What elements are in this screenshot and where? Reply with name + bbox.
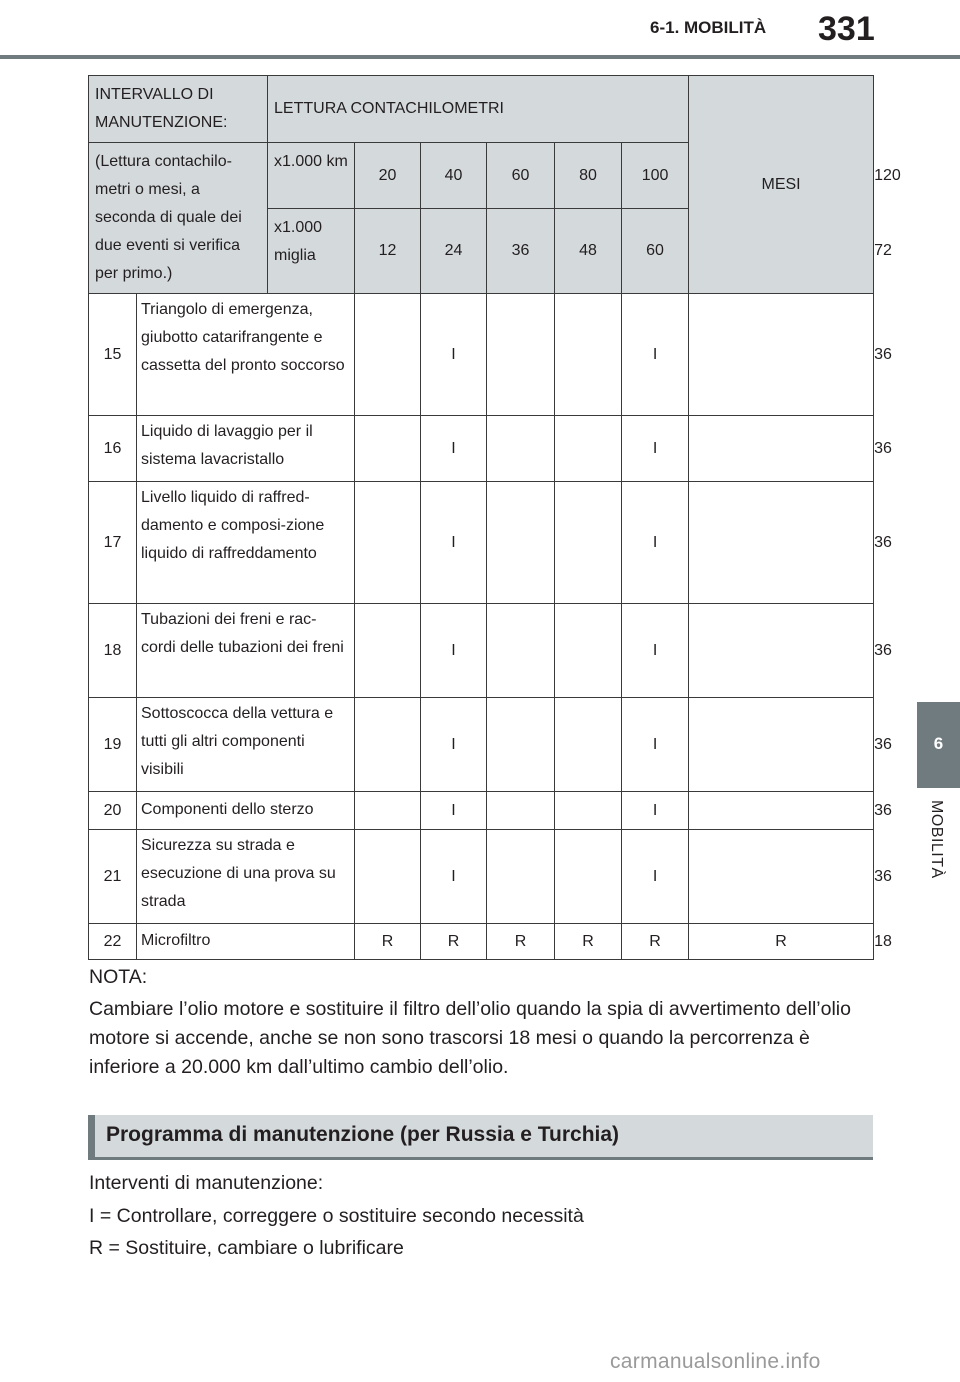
row-item: Sottoscocca della vettura e tutti gli altri componenti visibili bbox=[137, 698, 355, 792]
miles-value: 60 bbox=[622, 209, 689, 294]
miles-unit: x1.000 miglia bbox=[268, 209, 355, 294]
section-header: 6-1. MOBILITÀ bbox=[650, 18, 767, 37]
section-title: Programma di manutenzione (per Russia e Turchia) bbox=[106, 1123, 620, 1146]
row-cell bbox=[689, 416, 874, 482]
row-cell: I bbox=[421, 482, 487, 604]
km-value: 100 bbox=[622, 143, 689, 209]
row-cell: R bbox=[355, 924, 421, 960]
row-cell: I bbox=[622, 416, 689, 482]
table-row: 19 Sottoscocca della vettura e tutti gli altri componenti visibili I I 36 bbox=[89, 698, 874, 792]
row-number: 20 bbox=[89, 792, 137, 830]
row-cell: I bbox=[421, 294, 487, 416]
row-cell: I bbox=[622, 830, 689, 924]
row-cell bbox=[487, 604, 555, 698]
interval-label: INTERVALLO DI MANUTENZIONE: bbox=[89, 76, 268, 143]
watermark[interactable]: carmanualsonline.info bbox=[610, 1350, 821, 1373]
row-cell: I bbox=[421, 604, 487, 698]
row-item: Microfiltro bbox=[137, 924, 355, 960]
row-cell bbox=[355, 294, 421, 416]
row-cell bbox=[355, 698, 421, 792]
miles-value: 24 bbox=[421, 209, 487, 294]
row-cell bbox=[355, 830, 421, 924]
row-item: Triangolo di emergenza, giubotto catarifrangente e cassetta del pronto soccorso bbox=[137, 294, 355, 416]
row-cell: R bbox=[487, 924, 555, 960]
row-cell: R bbox=[689, 924, 874, 960]
row-cell bbox=[555, 698, 622, 792]
table-row: 15 Triangolo di emergenza, giubotto catarifrangente e cassetta del pronto soccorso I I 36 bbox=[89, 294, 874, 416]
km-value: 20 bbox=[355, 143, 421, 209]
row-cell: I bbox=[622, 294, 689, 416]
miles-value: 12 bbox=[355, 209, 421, 294]
note-text: Cambiare l’olio motore e sostituire il filtro dell’olio quando la spia di avvertimento dell’olio motore si accende, anche se non sono trascorsi 18 mesi o quando la percorrenza è inferiore a 20.000 km dall’ultimo cambio dell’olio. bbox=[89, 998, 851, 1078]
row-cell bbox=[689, 604, 874, 698]
row-cell bbox=[355, 416, 421, 482]
row-cell bbox=[555, 830, 622, 924]
months-header: MESI bbox=[689, 76, 874, 294]
row-number: 17 bbox=[89, 482, 137, 604]
row-cell: I bbox=[622, 792, 689, 830]
row-cell bbox=[555, 792, 622, 830]
row-number: 15 bbox=[89, 294, 137, 416]
table-row: 20 Componenti dello sterzo I I 36 bbox=[89, 792, 874, 830]
table-row: 17 Livello liquido di raffred-damento e composi-zione liquido di raffreddamento I I 36 bbox=[89, 482, 874, 604]
row-cell: I bbox=[421, 830, 487, 924]
row-cell bbox=[689, 830, 874, 924]
row-item: Livello liquido di raffred-damento e composi-zione liquido di raffreddamento bbox=[137, 482, 355, 604]
page-number: 331 bbox=[818, 10, 875, 48]
row-cell bbox=[355, 604, 421, 698]
row-cell bbox=[487, 792, 555, 830]
row-cell bbox=[355, 792, 421, 830]
table-row: 22 Microfiltro R R R R R R 18 bbox=[89, 924, 874, 960]
row-cell bbox=[487, 416, 555, 482]
row-cell bbox=[487, 830, 555, 924]
miles-value: 48 bbox=[555, 209, 622, 294]
km-unit: x1.000 km bbox=[268, 143, 355, 209]
maintenance-table: INTERVALLO DI MANUTENZIONE: LETTURA CONTACHILOMETRI MESI (Lettura contachilo-metri o mesi, a seconda di quale dei due eventi si verifica per primo.) x1.000 km 20 40 60 80 100 120 x1.000 miglia 12 24 36 48 60 72 15 Triangolo di emergenza, giubotto catarifrangente e cassetta del pronto soccorso I I 36 16 Liquido di lavaggio per il sistema lavacristallo I I 36 17 Livello liquido di raffred-damento e composi-zione liquido di raffreddamento I I 36 18 Tubazioni dei freni e rac-cordi delle tubazioni dei freni I I 36 19 Sottoscocca della vettura e tutti gli altri componenti visibili I I 36 20 Componenti dello sterzo I I 36 21 Sicurezza su strada e esecuzione di una prova su strada I I 36 22 Microfiltro R R R R R R 18 bbox=[88, 75, 874, 960]
odometer-label: LETTURA CONTACHILOMETRI bbox=[268, 76, 689, 143]
table-row: 18 Tubazioni dei freni e rac-cordi delle tubazioni dei freni I I 36 bbox=[89, 604, 874, 698]
row-cell bbox=[689, 294, 874, 416]
row-cell bbox=[555, 294, 622, 416]
legend-i-definition: I = Controllare, correggere o sostituire secondo necessità bbox=[89, 1205, 584, 1227]
row-cell bbox=[555, 604, 622, 698]
km-value: 80 bbox=[555, 143, 622, 209]
header-divider bbox=[0, 55, 960, 59]
row-cell bbox=[355, 482, 421, 604]
row-number: 18 bbox=[89, 604, 137, 698]
row-cell: I bbox=[421, 792, 487, 830]
note-title: NOTA: bbox=[89, 966, 148, 988]
row-cell bbox=[689, 698, 874, 792]
row-cell bbox=[555, 416, 622, 482]
row-item: Sicurezza su strada e esecuzione di una prova su strada bbox=[137, 830, 355, 924]
row-number: 19 bbox=[89, 698, 137, 792]
section-marker bbox=[88, 1115, 95, 1157]
row-cell: I bbox=[421, 698, 487, 792]
row-item: Componenti dello sterzo bbox=[137, 792, 355, 830]
section-heading bbox=[88, 1115, 873, 1160]
row-cell bbox=[689, 482, 874, 604]
row-cell: I bbox=[421, 416, 487, 482]
legend-r-definition: R = Sostituire, cambiare o lubrificare bbox=[89, 1237, 404, 1259]
row-number: 22 bbox=[89, 924, 137, 960]
chapter-tab-number: 6 bbox=[933, 734, 944, 753]
table-row: 21 Sicurezza su strada e esecuzione di una prova su strada I I 36 bbox=[89, 830, 874, 924]
row-cell bbox=[487, 482, 555, 604]
km-value: 40 bbox=[421, 143, 487, 209]
table-row: 16 Liquido di lavaggio per il sistema lavacristallo I I 36 bbox=[89, 416, 874, 482]
legend-intro: Interventi di manutenzione: bbox=[89, 1172, 324, 1194]
row-cell bbox=[555, 482, 622, 604]
row-cell: R bbox=[622, 924, 689, 960]
chapter-tab[interactable] bbox=[917, 702, 960, 788]
row-cell bbox=[689, 792, 874, 830]
row-number: 16 bbox=[89, 416, 137, 482]
km-value: 60 bbox=[487, 143, 555, 209]
row-cell bbox=[487, 294, 555, 416]
row-cell: I bbox=[622, 482, 689, 604]
row-cell: I bbox=[622, 698, 689, 792]
row-item: Liquido di lavaggio per il sistema lavacristallo bbox=[137, 416, 355, 482]
interval-note: (Lettura contachilo-metri o mesi, a seconda di quale dei due eventi si verifica per primo.) bbox=[89, 143, 268, 294]
row-cell: R bbox=[421, 924, 487, 960]
row-item: Tubazioni dei freni e rac-cordi delle tubazioni dei freni bbox=[137, 604, 355, 698]
row-number: 21 bbox=[89, 830, 137, 924]
chapter-tab-label: MOBILITÀ bbox=[928, 800, 945, 879]
row-cell: I bbox=[622, 604, 689, 698]
row-cell: R bbox=[555, 924, 622, 960]
row-cell bbox=[487, 698, 555, 792]
miles-value: 36 bbox=[487, 209, 555, 294]
